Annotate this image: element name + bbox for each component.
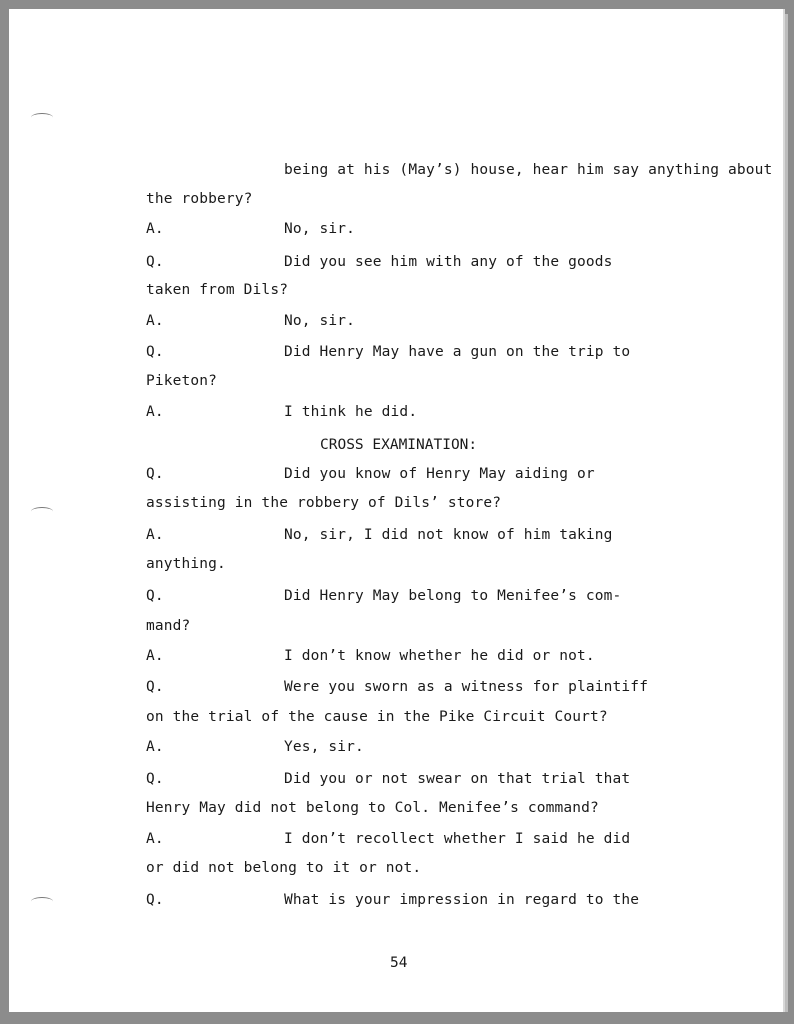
line-text: I don’t recollect whether I said he did [284,831,631,847]
line-text: What is your impression in regard to the [284,892,640,908]
transcript-line [146,466,595,482]
speaker-tag: A. [146,831,164,847]
line-text: I think he did. [284,404,418,420]
transcript-line [146,404,417,420]
line-text: Were you sworn as a witness for plaintiff [284,679,649,695]
line-text: mand? [146,618,191,634]
line-text: Piketon? [146,373,218,389]
transcript-line [146,191,253,207]
line-text: Henry May did not belong to Col. Menifee’s command? [146,800,599,816]
line-text: or did not belong to it or not. [146,860,422,876]
line-text: assisting in the robbery of Dils’ store? [146,495,502,511]
transcript-line [146,679,648,695]
punch-hole-mark [31,507,53,516]
transcript-line [146,771,630,787]
transcript-line [146,373,217,389]
transcript-line [146,648,595,664]
line-text: Did you or not swear on that trial that [284,771,631,787]
speaker-tag: Q. [146,254,164,270]
transcript-line [146,221,355,237]
line-text: Did you know of Henry May aiding or [284,466,595,482]
transcript-line [146,739,364,755]
line-text: taken from Dils? [146,282,289,298]
line-text: No, sir, I did not know of him taking [284,527,613,543]
speaker-tag: A. [146,739,164,755]
line-text: Did Henry May belong to Menifee’s com- [284,588,622,604]
speaker-tag: A. [146,404,164,420]
transcript-line [146,709,608,725]
transcript-line [146,313,355,329]
speaker-tag: Q. [146,892,164,908]
transcript-line [146,344,630,360]
transcript-line [146,527,613,543]
page-number: 54 [390,955,408,971]
line-text: being at his (May’s) house, hear him say anything about [284,162,773,178]
transcript-line [146,860,421,876]
page-edge-shadow [785,14,788,1012]
transcript-line [146,162,772,178]
section-heading: CROSS EXAMINATION: [320,437,478,453]
speaker-tag: A. [146,313,164,329]
speaker-tag: Q. [146,679,164,695]
line-text: anything. [146,556,226,572]
line-text: Did you see him with any of the goods [284,254,613,270]
speaker-tag: Q. [146,344,164,360]
transcript-line [146,556,226,572]
punch-hole-mark [31,897,53,906]
line-text: I don’t know whether he did or not. [284,648,595,664]
line-text: on the trial of the cause in the Pike Circuit Court? [146,709,608,725]
speaker-tag: Q. [146,466,164,482]
speaker-tag: A. [146,648,164,664]
speaker-tag: A. [146,221,164,237]
punch-hole-mark [31,113,53,122]
line-text: the robbery? [146,191,253,207]
transcript-line [146,254,613,270]
transcript-line [146,495,501,511]
speaker-tag: A. [146,527,164,543]
transcript-line [146,800,599,816]
transcript-line [146,282,288,298]
line-text: Yes, sir. [284,739,364,755]
line-text: No, sir. [284,313,356,329]
speaker-tag: Q. [146,771,164,787]
transcript-line [146,588,621,604]
transcript-line [146,618,190,634]
line-text: Did Henry May have a gun on the trip to [284,344,631,360]
transcript-line [146,831,630,847]
line-text: No, sir. [284,221,356,237]
transcript-line [146,892,639,908]
document-page [9,9,785,1012]
speaker-tag: Q. [146,588,164,604]
